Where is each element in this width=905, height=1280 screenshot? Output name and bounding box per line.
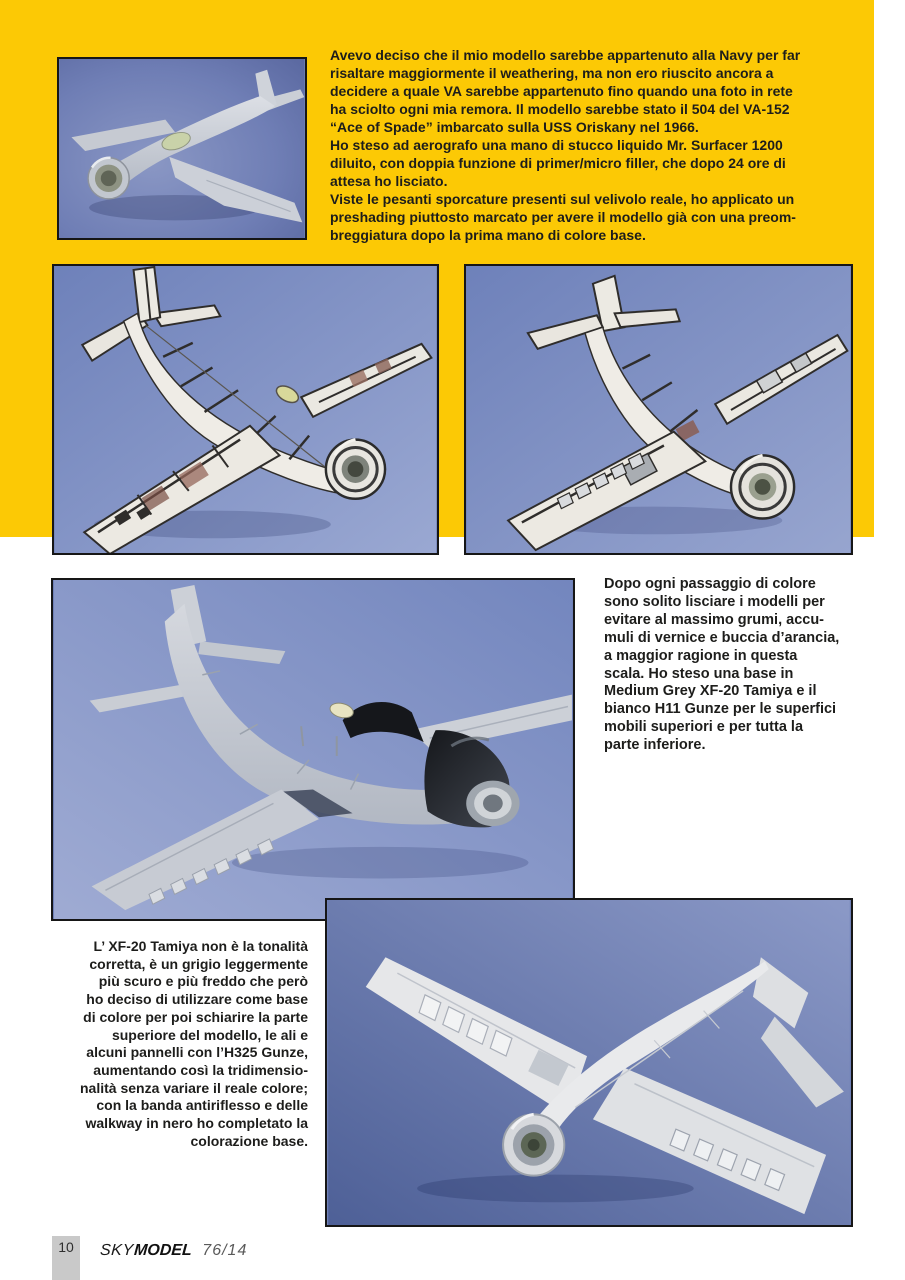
magazine-logo-light: SKY	[99, 1242, 135, 1259]
base-coat-paragraph: Dopo ogni passaggio di colore sono solito lisciare i modelli per evitare al massimo grumi, accu- muli di vernice e buccia d’arancia, a maggior ragione in questa scala. Ho steso una base in Medium Grey XF-20 Tamiya e il bianco H11 Gunze per le superfici mobili superiori e per tutta la parte inferiore.	[604, 576, 840, 754]
magazine-issue: 76/14	[202, 1242, 248, 1259]
magazine-logo-bold: MODEL	[132, 1242, 192, 1259]
airplane-model-illustration	[466, 266, 851, 553]
photo-primed-model	[57, 57, 307, 240]
page-number-box	[52, 1236, 80, 1280]
photo-preshading-underside	[464, 264, 853, 555]
airplane-model-illustration	[59, 59, 305, 238]
magazine-logo	[100, 1242, 247, 1260]
photo-grey-base-coat	[51, 578, 575, 921]
photo-white-underside	[325, 898, 853, 1227]
airplane-model-illustration	[327, 900, 851, 1225]
airplane-model-illustration	[53, 580, 573, 919]
airplane-model-illustration	[54, 266, 437, 553]
intro-paragraph: Avevo deciso che il mio modello sarebbe appartenuto alla Navy per far risaltare maggiormente il weathering, ma non ero riuscito ancora a decidere a quale VA sarebbe appartenuto fino quando una foto in rete ha sciolto ogni mia remora. Il modello sarebbe stato il 504 del VA-152 “Ace of Spade” imbarcato sulla USS Oriskany nel 1966. Ho steso ad aerografo una mano di stucco liquido Mr. Surfacer 1200 diluito, con doppia funzione di primer/micro filler, che dopo 24 ore di attesa ho lisciato. Viste le pesanti sporcature presenti sul velivolo reale, ho applicato un preshading piuttosto marcato per avere il modello già con una preom- breggiatura dopo la prima mano di colore base.	[330, 47, 801, 243]
xf20-paragraph: L’ XF-20 Tamiya non è la tonalità corretta, è un grigio leggermente più scuro e più freddo che però ho deciso di utilizzare come base di colore per poi schiarire la parte superiore del modello, le ali e alcuni pannelli con l’H325 Gunze, aumentando così la tridimensio- nalità senza variare il reale colore; con la banda antiriflesso e delle walkway in nero ho completato la colorazione base.	[79, 938, 308, 1149]
photo-preshading-top-view	[52, 264, 439, 555]
page-number: 10	[58, 1239, 74, 1255]
